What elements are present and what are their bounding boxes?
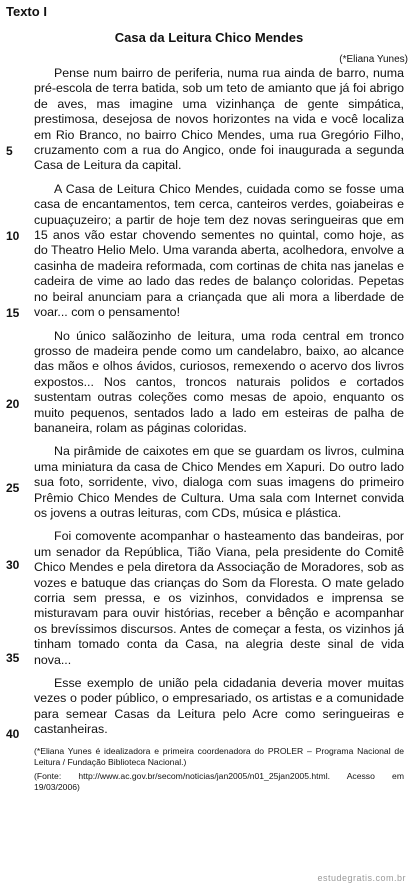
line-number: 15 bbox=[6, 306, 20, 320]
paragraph: Pense num bairro de periferia, numa rua ainda de barro, numa pré-escola de terra batida, sob um teto de amianto que já foi abrigo de aves, mas imagine uma vizinhança de gente simpática, prestimosa, desejosa de novos horizontes na vida e você localiza em Rio Branco, no bairro Chico Mendes, uma rua Gregório Filho, cruzamento com a rua do Angico, onde foi inaugurada a segunda Casa de Leitura da capital. bbox=[34, 66, 404, 173]
paragraph: A Casa de Leitura Chico Mendes, cuidada como se fosse uma casa de encantamentos, tem cerca, canteiros verdes, goiabeiras e cupuaçuzeiro; a partir de hoje tem dez novas seringueiras que em 15 anos vão estar chovendo sementes no quintal, como hoje, as do Theatro Helio Melo. Uma varanda aberta, acolhedora, envolve a casinha de madeira reformada, com cortinas de chita nas janelas e cadeira de vime ao lado das redes de balanço coloridas. Pepetas no beiral anunciam para a criançada que ali mora a liberdade de voar... com o pensamento! bbox=[34, 181, 404, 320]
section-label: Texto I bbox=[6, 4, 47, 19]
paragraph: No único salãozinho de leitura, uma roda central em tronco grosso de madeira pende como um candelabro, baixo, ao alcance das mãos e olhos ávidos, curiosos, remexendo o acervo dos livros expostos... Nos cantos, troncos naturais polidos e cortados sustentam outras coleções como mesas de apoio, enquanto os muito pequenos, sentados lado a lado em esteiras de palha de bananeira, rolam as páginas coloridas. bbox=[34, 328, 404, 435]
line-number: 35 bbox=[6, 651, 20, 665]
article-title: Casa da Leitura Chico Mendes bbox=[114, 30, 304, 45]
paragraph: Na pirâmide de caixotes em que se guardam os livros, culmina uma miniatura da casa de Chico Mendes em Xapuri. Do outro lado sua foto, sorridente, vivo, dialoga com suas imagens do primeiro Prêmio Chico Mendes de Cultura. Uma sala com Internet convida os jovens a outras leituras, com CDs, música e plástica. bbox=[34, 444, 404, 520]
line-number: 10 bbox=[6, 229, 20, 243]
line-number: 30 bbox=[6, 558, 20, 572]
watermark: estudegratis.com.br bbox=[317, 873, 406, 883]
paragraph: Esse exemplo de união pela cidadania deveria mover muitas vezes o poder público, o empresariado, os artistas e a comunidade para semear Casas da Leitura pelo Acre como seringueiras e castanheiras. bbox=[34, 676, 404, 737]
source-note: (Fonte: http://www.ac.gov.br/secom/noticias/jan2005/n01_25jan2005.html. Acesso em 19/03/2006) bbox=[34, 770, 404, 792]
line-number: 20 bbox=[6, 397, 20, 411]
article-body bbox=[34, 66, 404, 793]
author-credit: (*Eliana Yunes) bbox=[339, 54, 408, 65]
line-number: 40 bbox=[6, 727, 20, 741]
paragraph: Foi comovente acompanhar o hasteamento das bandeiras, por um senador da República, Tião Viana, pela presidente do Comitê Chico Mendes e pela diretora da Associação de Moradores, sob as vozes e batuque das crianças do Som da Floresta. O mate gelado corria sem pressa, e os vizinhos, convidados e imprensa se misturavam para ouvir histórias, receber a bênção e acompanhar os brevíssimos discursos. Antes de começar a festa, os vizinhos já tinham tomado conta da Casa, na alegria deste sinal de vida nova... bbox=[34, 529, 404, 667]
line-number: 5 bbox=[6, 144, 13, 158]
line-number: 25 bbox=[6, 481, 20, 495]
footnote: (*Eliana Yunes é idealizadora e primeira coordenadora do PROLER – Programa Nacional de Leitura / Fundação Biblioteca Nacional.) bbox=[34, 745, 404, 767]
